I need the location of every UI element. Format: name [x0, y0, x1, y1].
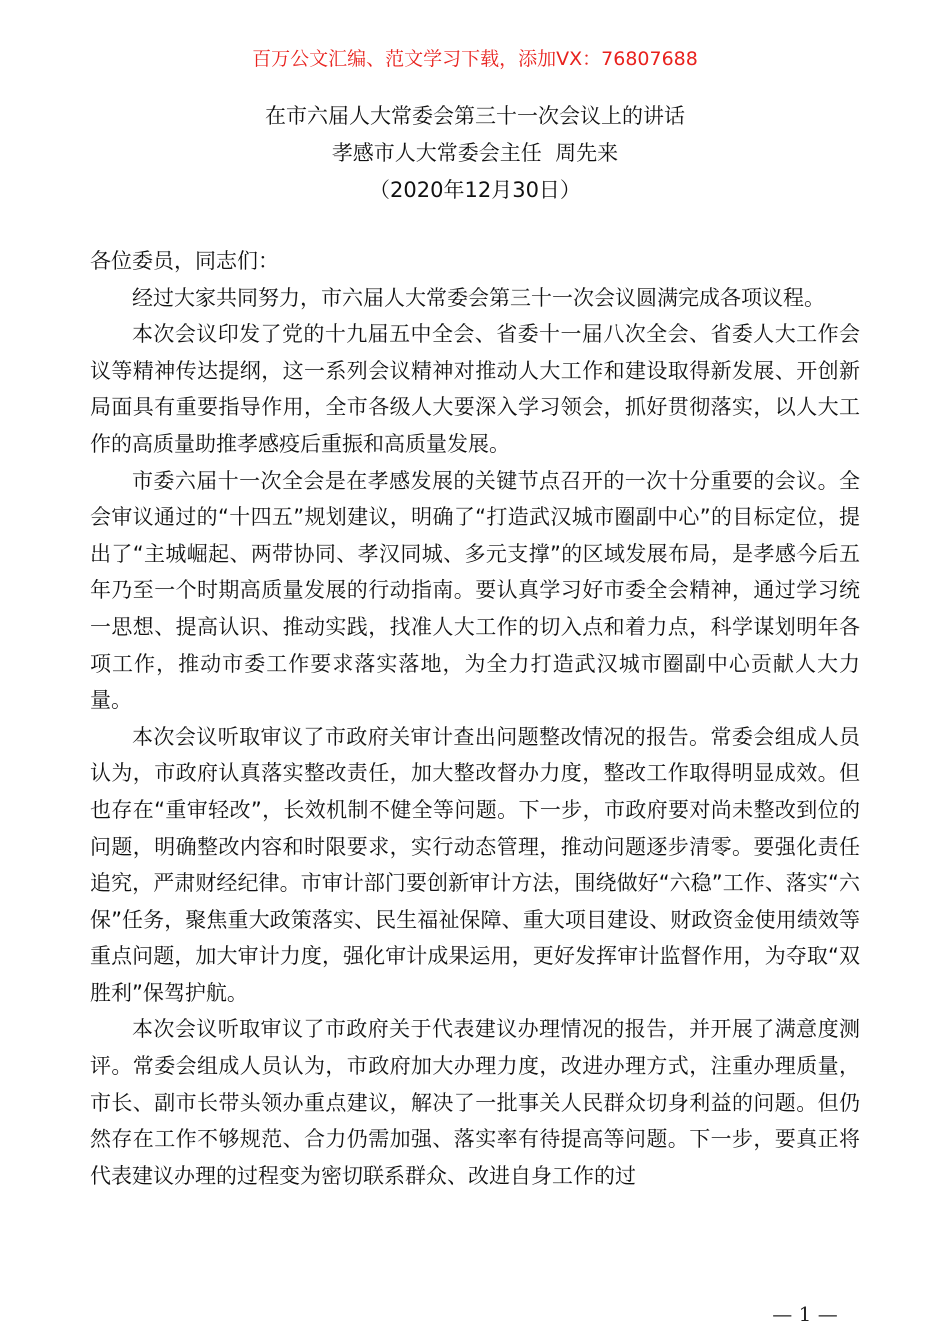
- salutation: 各位委员，同志们：: [90, 249, 279, 273]
- paragraph: 经过大家共同努力，市六届人大常委会第三十一次会议圆满完成各项议程。: [132, 285, 825, 310]
- speech-date: （2020年12月30日）: [369, 178, 581, 202]
- document-body: [90, 243, 860, 1194]
- document-title: 在市六届人大常委会第三十一次会议上的讲话: [265, 104, 685, 128]
- paragraph: 本次会议听取审议了市政府关于代表建议办理情况的报告，并开展了满意度测评。常委会组成人员认为，市政府加大办理力度，改进办理方式，注重办理质量，市长、副市长带头领办重点建议，解决了一批事关人民群众切身利益的问题。但仍然存在工作不够规范、合力仍需加强、落实率有待提高等问题。下一步，要真正将代表建议办理的过程变为密切联系群众、改进自身工作的过: [90, 1017, 860, 1188]
- title-block: [0, 98, 950, 209]
- paragraph: 本次会议印发了党的十九届五中全会、省委十一届八次全会、省委人大工作会议等精神传达提纲，这一系列会议精神对推动人大工作和建设取得新发展、开创新局面具有重要指导作用，全市各级人大要深入学习领会，抓好贯彻落实，以人大工作的高质量助推孝感疫后重振和高质量发展。: [90, 322, 860, 456]
- paragraph: 本次会议听取审议了市政府关审计查出问题整改情况的报告。常委会组成人员认为，市政府认真落实整改责任，加大整改督办力度，整改工作取得明显成效。但也存在“重审轻改”，长效机制不健全等问题。下一步，市政府要对尚未整改到位的问题，明确整改内容和时限要求，实行动态管理，推动问题逐步清零。要强化责任追究，严肃财经纪律。市审计部门要创新审计方法，围绕做好“六稳”工作、落实“六保”任务，聚焦重大政策落实、民生福祉保障、重大项目建设、财政资金使用绩效等重点问题，加大审计力度，强化审计成果运用，更好发挥审计监督作用，为夺取“双胜利”保驾护航。: [90, 724, 860, 1005]
- speaker-line: 孝感市人大常委会主任 周先来: [331, 141, 619, 165]
- page-number: — 1 —: [772, 1302, 838, 1326]
- watermark-banner: 百万公文汇编、范文学习下载，添加VX：76807688: [252, 48, 698, 70]
- paragraph: 市委六届十一次全会是在孝感发展的关键节点召开的一次十分重要的会议。全会审议通过的“十四五”规划建议，明确了“打造武汉城市圈副中心”的目标定位，提出了“主城崛起、两带协同、孝汉同城、多元支撑”的区域发展布局，是孝感今后五年乃至一个时期高质量发展的行动指南。要认真学习好市委全会精神，通过学习统一思想、提高认识、推动实践，找准人大工作的切入点和着力点，科学谋划明年各项工作，推动市委工作要求落实落地，为全力打造武汉城市圈副中心贡献人大力量。: [90, 468, 860, 713]
